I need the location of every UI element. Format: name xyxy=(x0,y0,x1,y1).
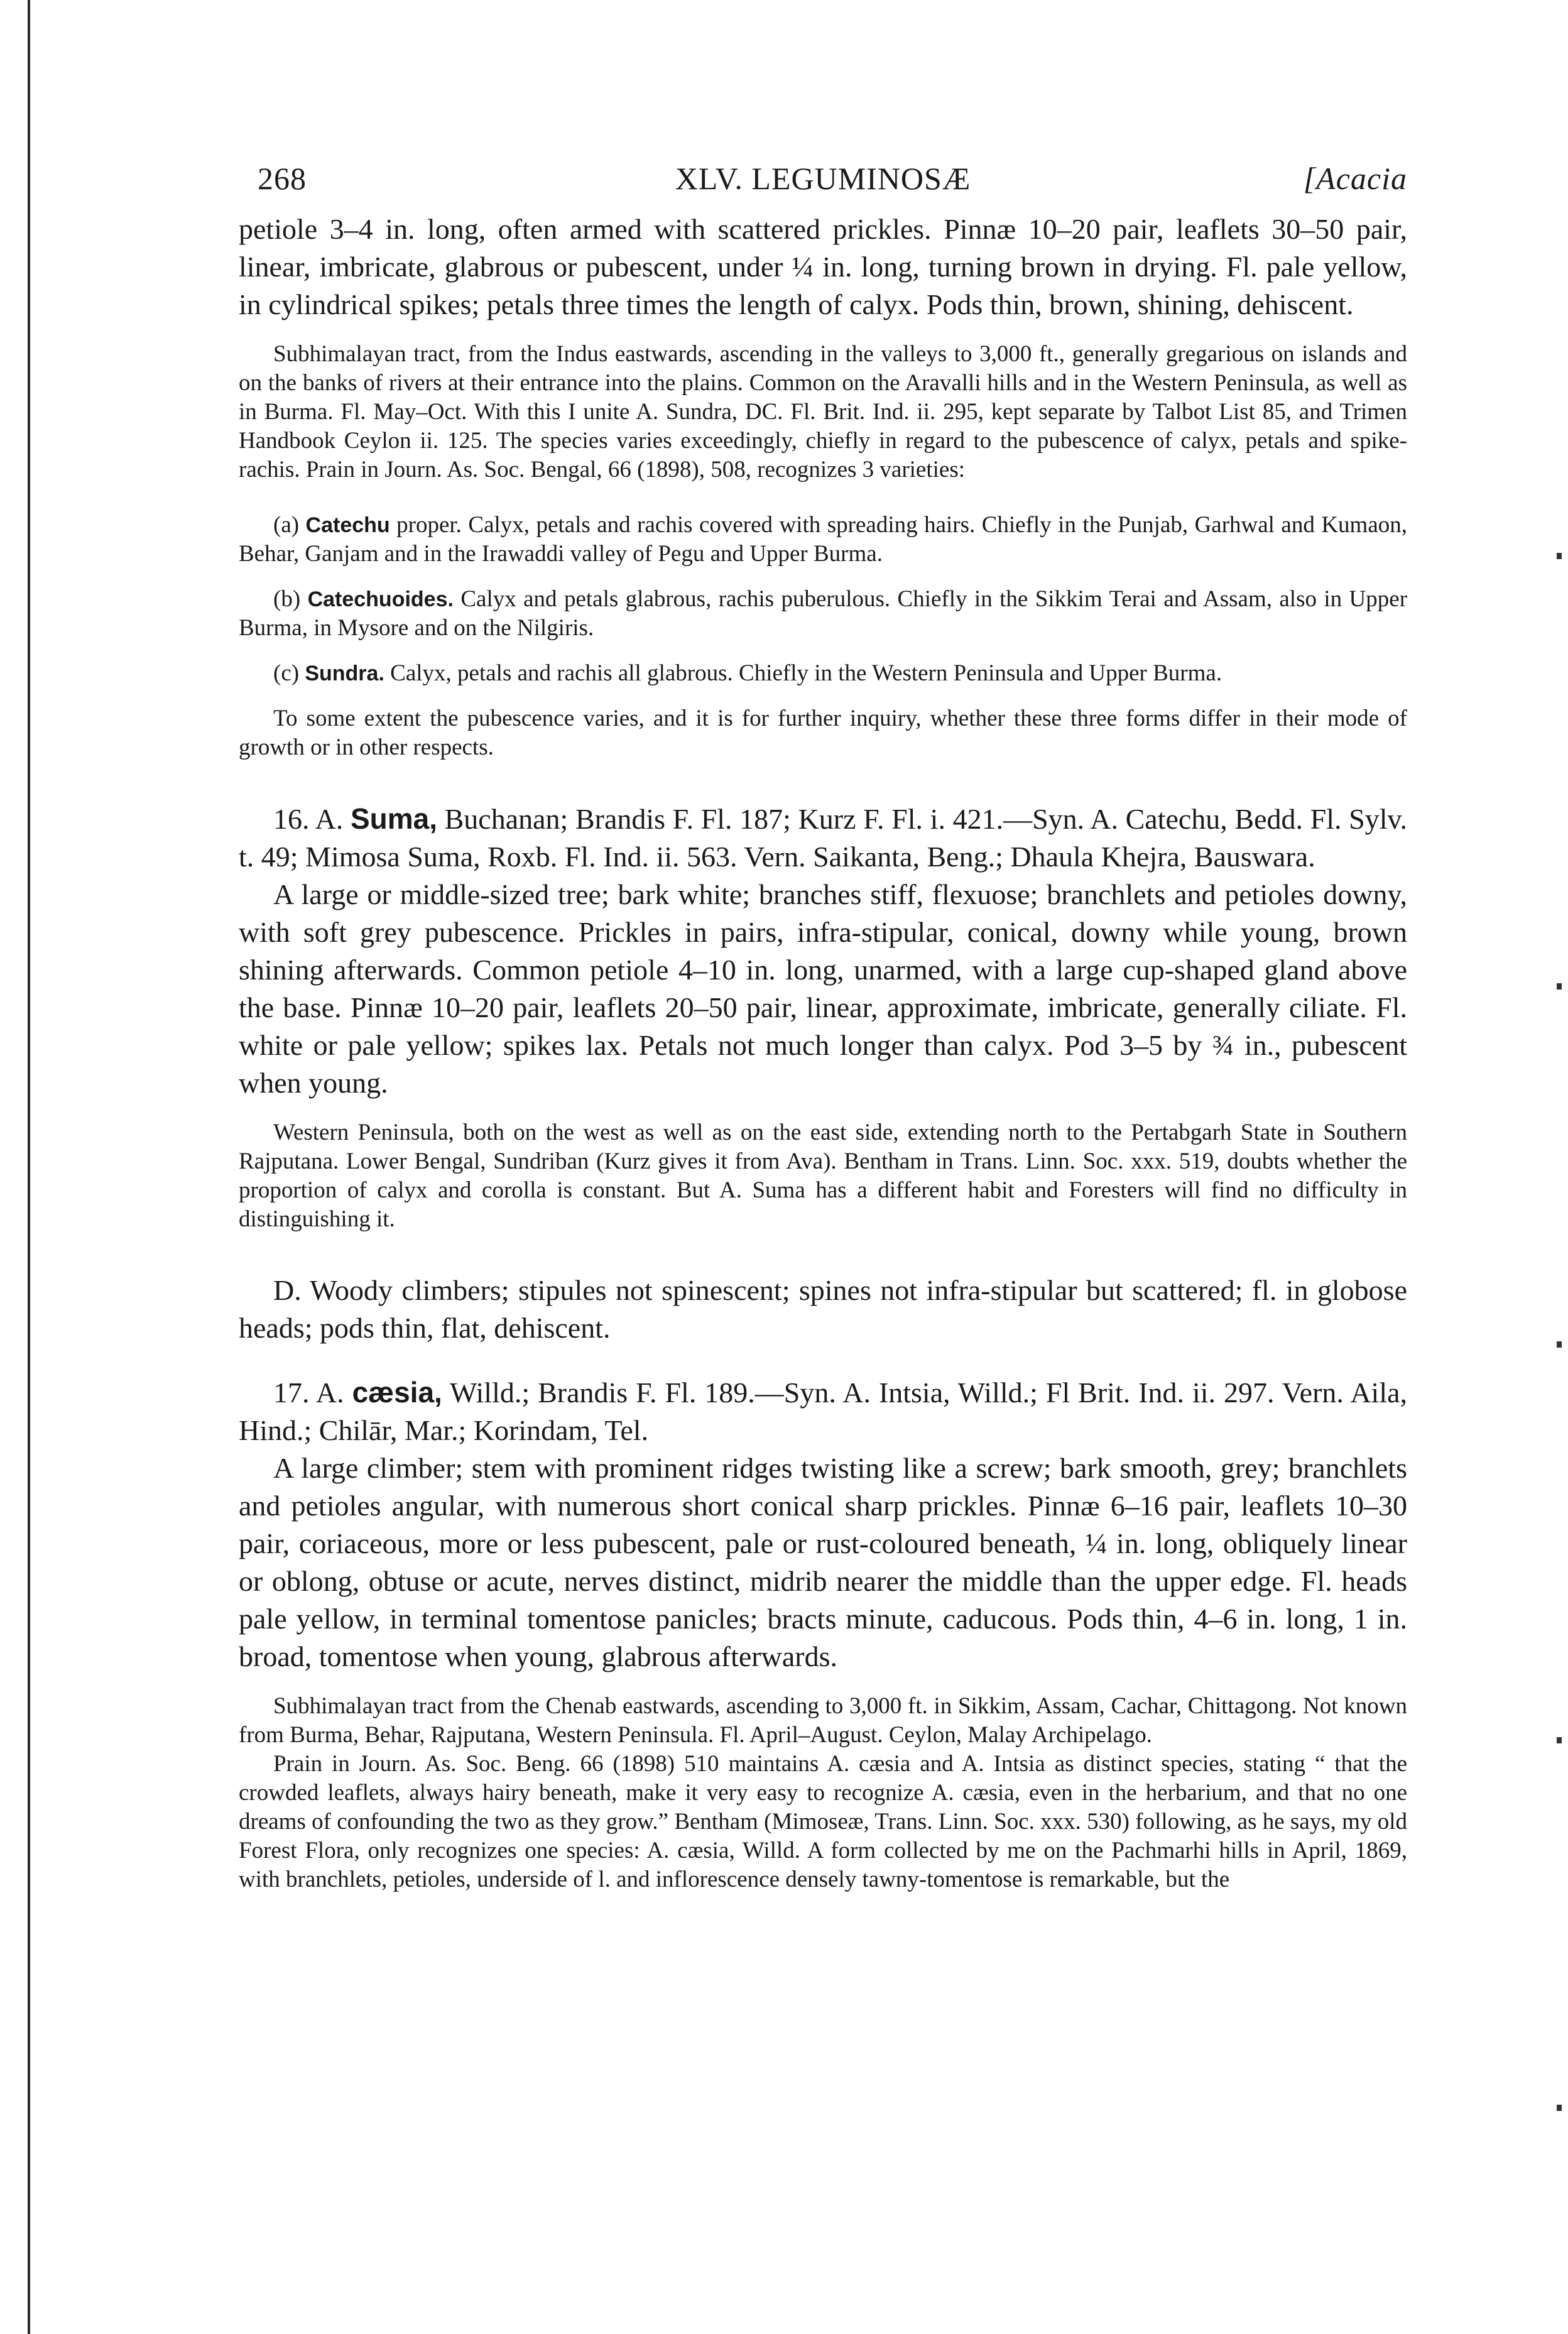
species-17-heading: 17. A. cæsia, Willd.; Brandis F. Fl. 189.—Syn. A. Intsia, Willd.; Fl Brit. Ind. ii. 297. Vern. Aila, Hind.; Chilār, Mar.; Korindam, Tel. xyxy=(239,1376,1408,1446)
distribution-paragraph: Subhimalayan tract, from the Indus eastwards, ascending in the valleys to 3,000 ft., generally gregarious on islands and on the banks of rivers at their entrance into the plains. Common on the Aravalli hills and in the Western Peninsula, as well as in Burma. Fl. May–Oct. With this I unite A. Sundra, DC. Fl. Brit. Ind. ii. 295, kept separate by Talbot List 85, and Trimen Handbook Ceylon ii. 125. The species varies exceedingly, chiefly in regard to the pubescence of calyx, petals and spike-rachis. Prain in Journ. As. Soc. Bengal, 66 (1898), 508, recognizes 3 varieties: xyxy=(239,341,1407,483)
species-name: cæsia, xyxy=(352,1376,442,1409)
variety-name: Catechu xyxy=(305,513,390,537)
description-continued: petiole 3–4 in. long, often armed with scattered prickles. Pinnæ 10–20 pair, leaflets 30–50 pair, linear, imbricate, glabrous or pubescent, under ¼ in. long, turning brown in drying. Fl. pale yellow, in cylindrical spikes; petals three times the length of calyx. Pods thin, brown, shining, dehiscent. xyxy=(239,213,1407,320)
species-17-distribution: Subhimalayan tract from the Chenab eastwards, ascending to 3,000 ft. in Sikkim, Assam, Cachar, Chittagong. Not known from Burma, Behar, Rajputana, Western Peninsula. Fl. April–August. Ceylon, Malay Archipelago. xyxy=(239,1693,1407,1748)
page-body xyxy=(239,160,1407,1894)
variety-a: (a) Catechu proper. Calyx, petals and rachis covered with spreading hairs. Chiefly in the Punjab, Garhwal and Kumaon, Behar, Ganjam and in the Irawaddi valley of Pegu and Upper Burma. xyxy=(239,512,1407,567)
genus-title: [Acacia xyxy=(1303,161,1407,196)
family-title: XLV. LEGUMINOSÆ xyxy=(675,161,971,196)
margin-mark xyxy=(1557,553,1562,559)
variety-name: Sundra. xyxy=(305,662,384,685)
species-16-description: A large or middle-sized tree; bark white; branches stiff, flexuose; branchlets and petioles downy, with soft grey pubescence. Prickles in pairs, infra-stipular, conical, downy while young, brown shining afterwards. Common petiole 4–10 in. long, unarmed, with a large cup-shaped gland above the base. Pinnæ 10–20 pair, leaflets 20–50 pair, linear, approximate, imbricate, generally ciliate. Fl. white or pale yellow; spikes lax. Petals not much longer than calyx. Pod 3–5 by ¾ in., pubescent when young. xyxy=(239,878,1407,1099)
variety-b: (b) Catechuoides. Calyx and petals glabrous, rachis puberulous. Chiefly in the Sikkim Terai and Assam, also in Upper Burma, in Mysore and on the Nilgiris. xyxy=(239,586,1408,641)
variety-c: (c) Sundra. Calyx, petals and rachis all glabrous. Chiefly in the Western Peninsula and Upper Burma. xyxy=(273,660,1222,686)
margin-mark xyxy=(1557,1737,1562,1743)
variety-name: Catechuoides. xyxy=(307,587,454,611)
species-16-heading: 16. A. Suma, Buchanan; Brandis F. Fl. 187; Kurz F. Fl. i. 421.—Syn. A. Catechu, Bedd. Fl. Sylv. t. 49; Mimosa Suma, Roxb. Fl. Ind. ii. 563. Vern. Saikanta, Beng.; Dhaula Khejra, Bauswara. xyxy=(239,802,1408,873)
species-name: Suma, xyxy=(350,802,437,835)
binding-edge xyxy=(28,0,30,2334)
margin-mark xyxy=(1557,2105,1562,2111)
species-17-description: A large climber; stem with prominent ridges twisting like a screw; bark smooth, grey; branchlets and petioles angular, with numerous short conical sharp prickles. Pinnæ 6–16 pair, leaflets 10–30 pair, coriaceous, more or less pubescent, pale or rust-coloured beneath, ¼ in. long, obliquely linear or oblong, obtuse or acute, nerves distinct, midrib nearer the middle than the upper edge. Fl. heads pale yellow, in terminal tomentose panicles; bracts minute, caducous. Pods thin, 4–6 in. long, 1 in. broad, tomentose when young, glabrous afterwards. xyxy=(239,1452,1407,1672)
margin-mark xyxy=(1557,983,1562,990)
species-17-note: Prain in Journ. As. Soc. Beng. 66 (1898) 510 maintains A. cæsia and A. Intsia as distinct species, stating “ that the crowded leaflets, always hairy beneath, make it very easy to recognize A. cæsia, even in the herbarium, and that no one dreams of confounding the two as they grow.” Bentham (Mimoseæ, Trans. Linn. Soc. xxx. 530) following, as he says, my old Forest Flora, only recognizes one species: A. cæsia, Willd. A form collected by me on the Pachmarhi hills in April, 1869, with branchlets, petioles, underside of l. and inflorescence densely tawny-tomentose is remarkable, but the xyxy=(239,1751,1407,1892)
varieties-note: To some extent the pubescence varies, and it is for further inquiry, whether these three forms differ in their mode of growth or in other respects. xyxy=(239,706,1407,760)
running-header xyxy=(239,160,1407,210)
species-16-distribution: Western Peninsula, both on the west as well as on the east side, extending north to the Pertabgarh State in Southern Rajputana. Lower Bengal, Sundriban (Kurz gives it from Ava). Bentham in Trans. Linn. Soc. xxx. 519, doubts whether the proportion of calyx and corolla is constant. But A. Suma has a different habit and Foresters will find no difficulty in distinguishing it. xyxy=(239,1120,1407,1232)
page-number: 268 xyxy=(258,161,307,196)
margin-mark xyxy=(1557,1341,1562,1348)
section-d-heading: D. Woody climbers; stipules not spinescent; spines not infra-stipular but scattered; fl. in globose heads; pods thin, flat, dehiscent. xyxy=(239,1274,1407,1344)
